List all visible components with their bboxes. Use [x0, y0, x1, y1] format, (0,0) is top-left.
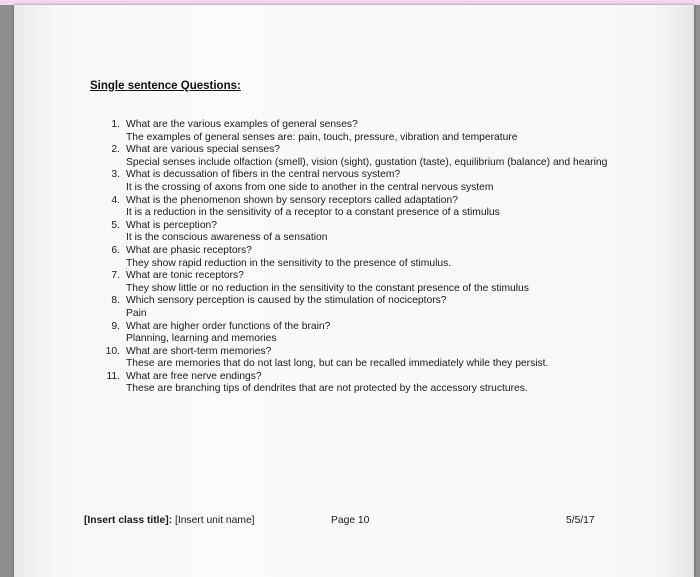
footer-class-title	[84, 515, 255, 526]
question-item	[102, 270, 622, 295]
question-number: 6.	[111, 244, 120, 256]
question-text: What are various special senses?	[126, 144, 280, 156]
answer-text: Special senses include olfaction (smell), vision (sight), gustation (taste), equilibrium (balance) and hearing	[126, 156, 608, 168]
footer-unit-name: [Insert unit name]	[172, 515, 255, 526]
question-item	[102, 371, 622, 396]
answer-text: Planning, learning and memories	[126, 333, 277, 345]
question-number: 9.	[111, 320, 120, 332]
question-number: 2.	[111, 144, 120, 156]
question-text: What are higher order functions of the brain?	[126, 320, 331, 332]
question-text: Which sensory perception is caused by the stimulation of nociceptors?	[126, 295, 447, 307]
question-number: 1.	[111, 119, 120, 130]
question-number: 4.	[111, 194, 120, 206]
question-number: 3.	[111, 169, 120, 181]
answer-text: The examples of general senses are: pain, touch, pressure, vibration and temperature	[126, 131, 518, 143]
answer-text: They show little or no reduction in the sensitivity to the constant presence of the stimulus	[126, 282, 529, 294]
answer-text: Pain	[126, 307, 147, 319]
question-text: What are tonic receptors?	[126, 270, 244, 282]
answer-text: These are branching tips of dendrites that are not protected by the accessory structures.	[126, 383, 528, 395]
footer-class-title-label: [Insert class title]:	[84, 515, 173, 526]
answer-text: It is the conscious awareness of a sensation	[126, 232, 328, 244]
question-list	[102, 119, 622, 396]
answer-text: They show rapid reduction in the sensitivity to the presence of stimulus.	[126, 257, 452, 269]
question-number: 11.	[106, 370, 120, 382]
question-item	[102, 169, 622, 194]
question-item	[102, 346, 622, 371]
question-text: What are phasic receptors?	[126, 244, 252, 256]
question-item	[102, 295, 622, 320]
answer-text: These are memories that do not last long, but can be recalled immediately while they persist.	[126, 358, 549, 370]
question-text: What is the phenomenon shown by sensory receptors called adaptation?	[126, 194, 458, 206]
question-text: What are free nerve endings?	[126, 370, 262, 382]
question-item	[102, 119, 622, 144]
section-heading: Single sentence Questions:	[90, 80, 241, 92]
question-item	[102, 220, 622, 245]
question-number: 5.	[111, 219, 120, 231]
answer-text: It is the crossing of axons from one side to another in the central nervous system	[126, 181, 494, 193]
question-text: What is perception?	[126, 219, 218, 231]
question-item	[102, 245, 622, 270]
question-item	[102, 195, 622, 220]
question-text: What is decussation of fibers in the central nervous system?	[126, 169, 401, 181]
footer-date: 5/5/17	[566, 515, 595, 526]
question-number: 7.	[111, 270, 120, 282]
question-number: 8.	[111, 295, 120, 307]
question-number: 10.	[105, 345, 120, 357]
footer-page-number: Page 10	[331, 515, 370, 526]
question-text: What are short-term memories?	[126, 345, 272, 357]
question-item	[102, 144, 622, 169]
document-page	[14, 5, 694, 577]
answer-text: It is a reduction in the sensitivity of a receptor to a constant presence of a stimulus	[126, 207, 500, 219]
question-text: What are the various examples of general senses?	[126, 119, 358, 130]
question-item	[102, 321, 622, 346]
